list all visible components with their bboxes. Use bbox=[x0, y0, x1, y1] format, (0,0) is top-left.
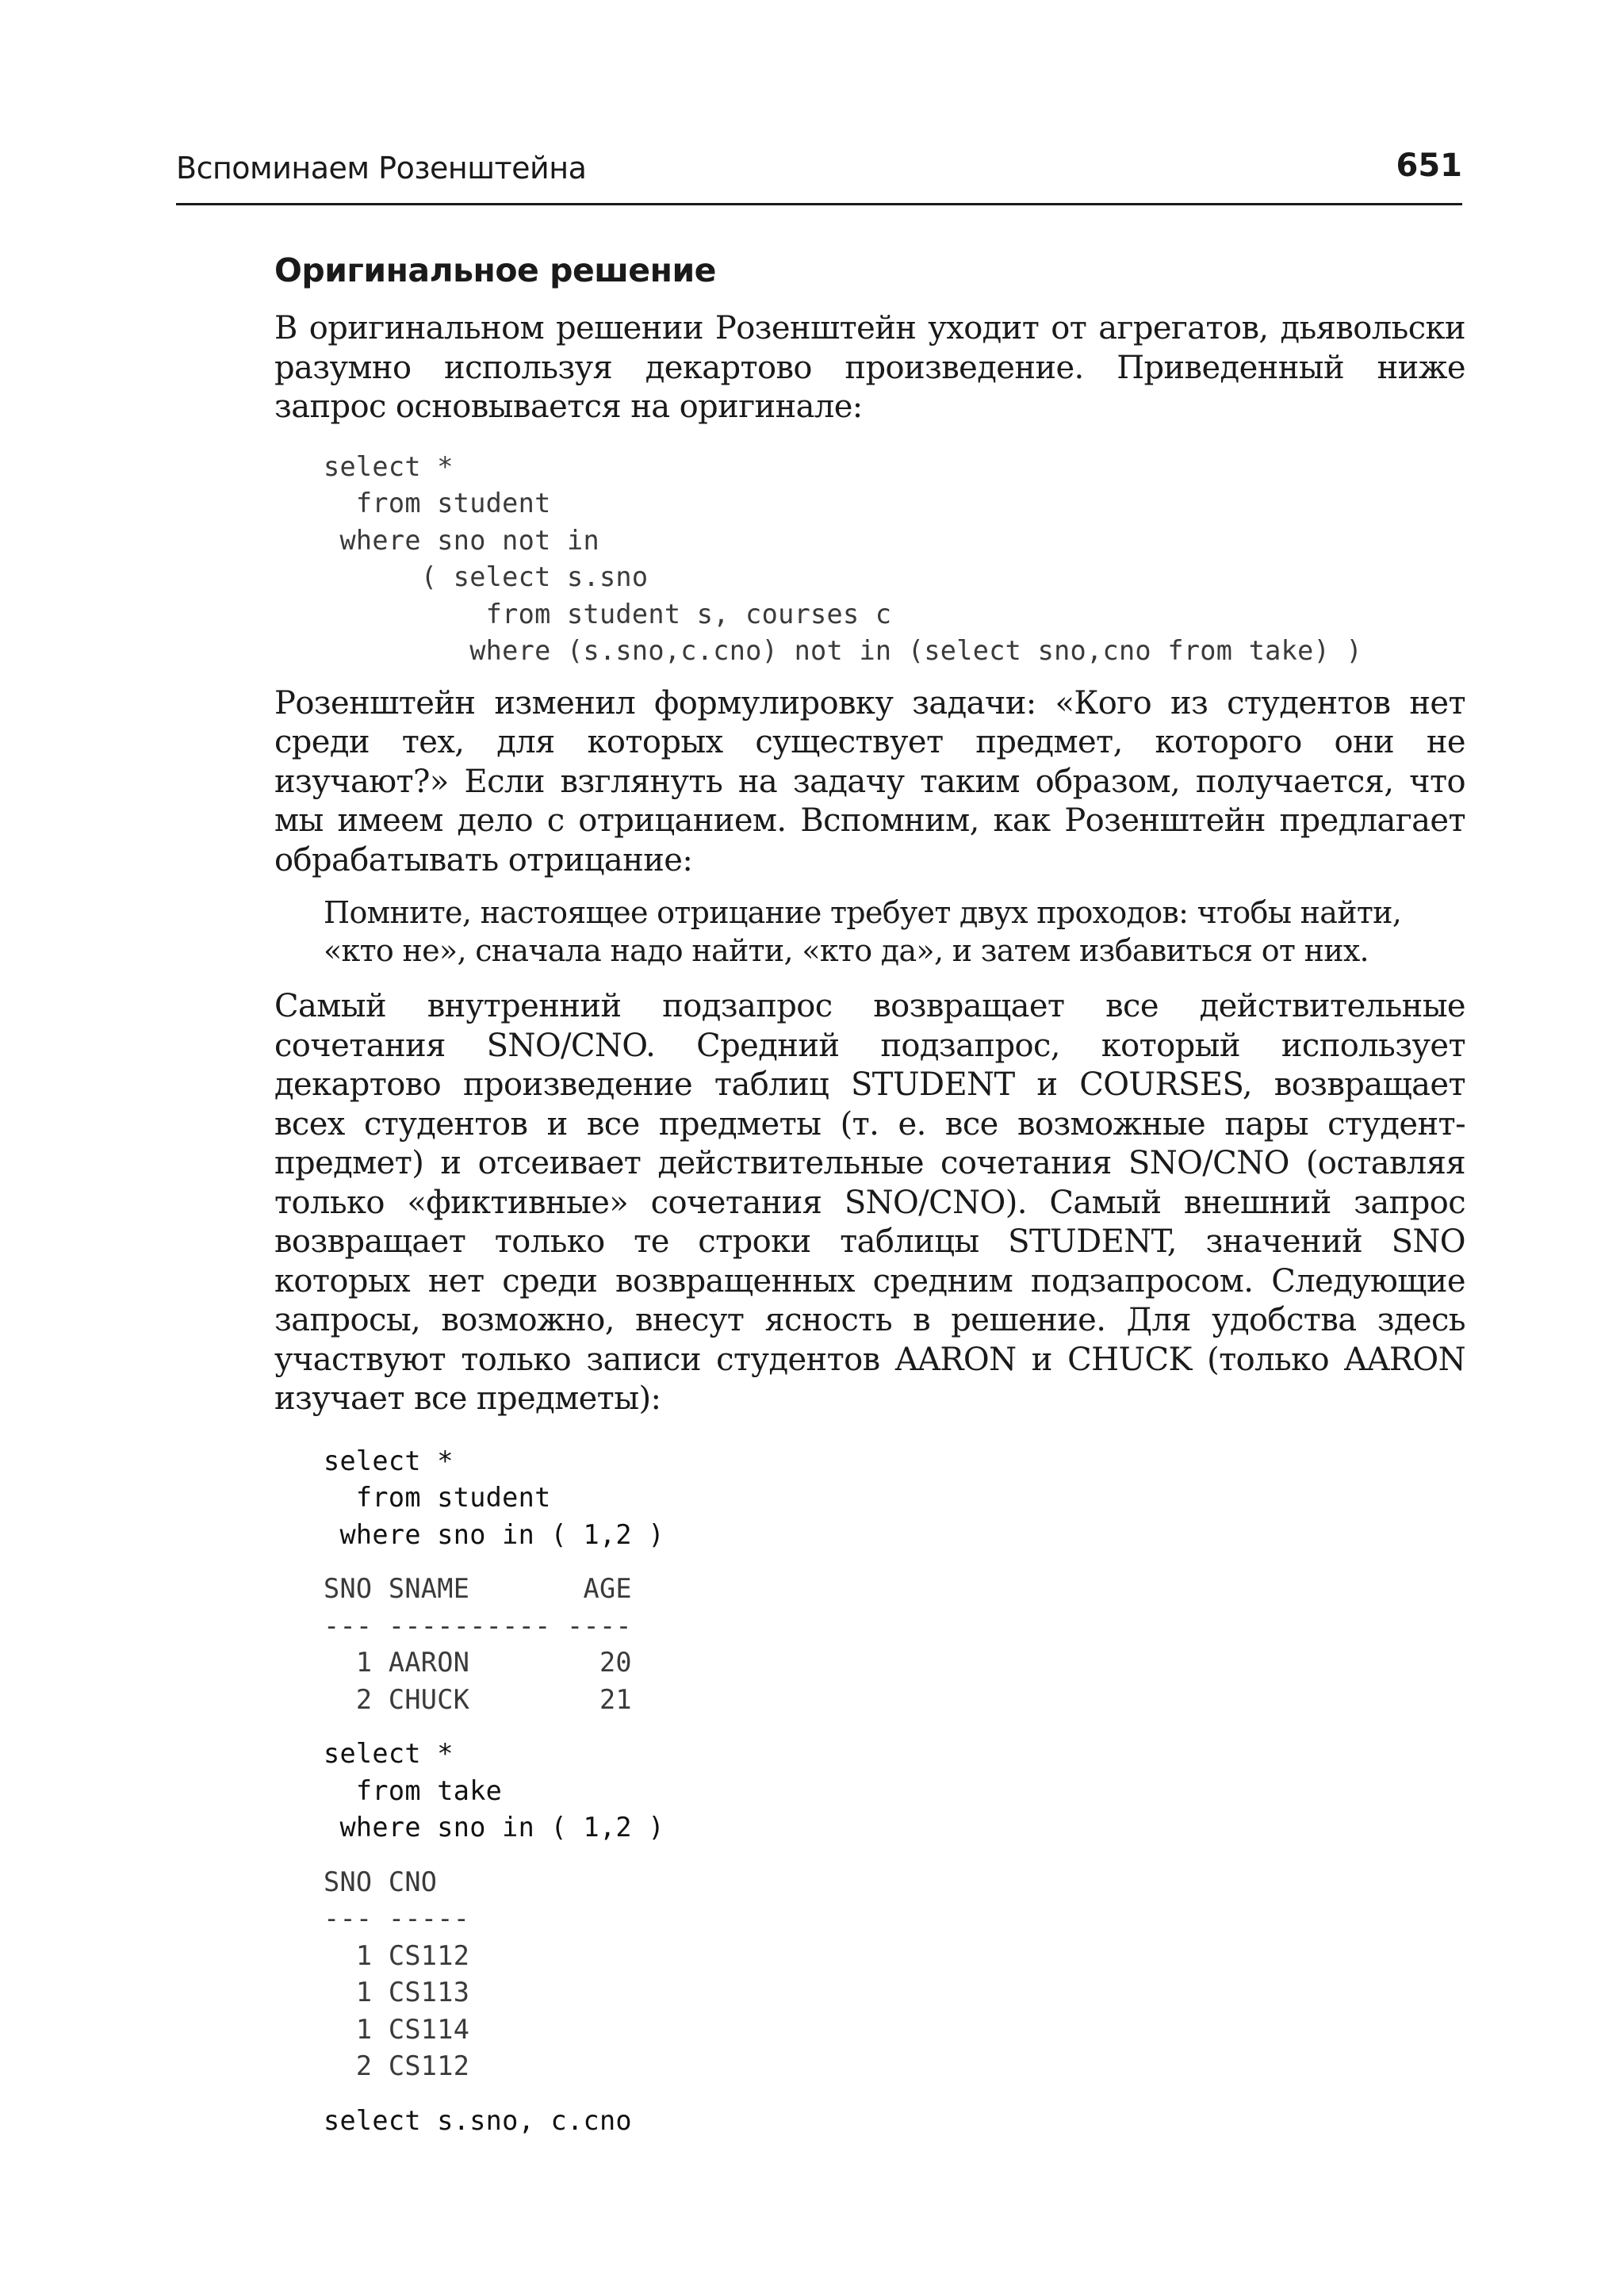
original-query-code: select * from student where sno not in ( select s.sno from student s, courses c where (s.sno,c.cno) not in (select sno,cno from take) ) bbox=[324, 450, 1362, 666]
take-result-table: SNO CNO --- ----- 1 CS112 1 CS113 1 CS114 2 CS112 bbox=[324, 1866, 470, 2081]
quote-line-1: Помните, настоящее отрицание требует двух проходов: чтобы найти, bbox=[324, 895, 1402, 930]
rosenstein-quote bbox=[274, 894, 1465, 970]
student-result-table: SNO SNAME AGE --- ---------- ---- 1 AARON 20 2 CHUCK 21 bbox=[324, 1573, 632, 1715]
reformulation-paragraph: Розенштейн изменил формулировку задачи: «Кого из студентов нет среди тех, для которых существует предмет, которого они не изучают?» Если взглянуть на задачу таким образом, получается, что мы имеем дело с отрицанием. Вспомним, как Розенштейн предлагает обрабатывать отрицание: bbox=[274, 684, 1465, 879]
section-heading: Оригинальное решение bbox=[274, 251, 716, 289]
take-query-code: select * from take where sno in ( 1,2 ) bbox=[324, 1738, 665, 1843]
page-content bbox=[274, 246, 1465, 2139]
student-query-code: select * from student where sno in ( 1,2 ) bbox=[324, 1445, 665, 1550]
quote-line-2: «кто не», сначала надо найти, «кто да», и затем избавиться от них. bbox=[324, 933, 1369, 968]
explanation-paragraph: Самый внутренний подзапрос возвращает все действительные сочетания SNO/CNO. Средний подзапрос, который использует декартово произведение таблиц STUDENT и COURSES, возвращает всех студентов и все предметы (т. е. все возможные пары студент-предмет) и отсеивает действительные сочетания SNO/CNO (оставляя только «фиктивные» сочетания SNO/CNO). Самый внешний запрос возвращает только те строки таблицы STUDENT, значений SNO которых нет среди возвращенных средним подзапросом. Следующие запросы, возможно, внесут ясность в решение. Для удобства здесь участвуют только записи студентов AARON и CHUCK (только AARON изучает все предметы): bbox=[274, 988, 1465, 1417]
page-number: 651 bbox=[1396, 147, 1462, 184]
intro-paragraph: В оригинальном решении Розенштейн уходит от агрегатов, дьявольски разумно используя декартово произведение. Приведенный ниже запрос основывается на оригинале: bbox=[274, 310, 1465, 425]
running-title: Вспоминаем Розенштейна bbox=[176, 151, 587, 186]
running-header bbox=[176, 147, 1462, 205]
cartesian-query-code: select s.sno, c.cno bbox=[324, 2104, 632, 2136]
